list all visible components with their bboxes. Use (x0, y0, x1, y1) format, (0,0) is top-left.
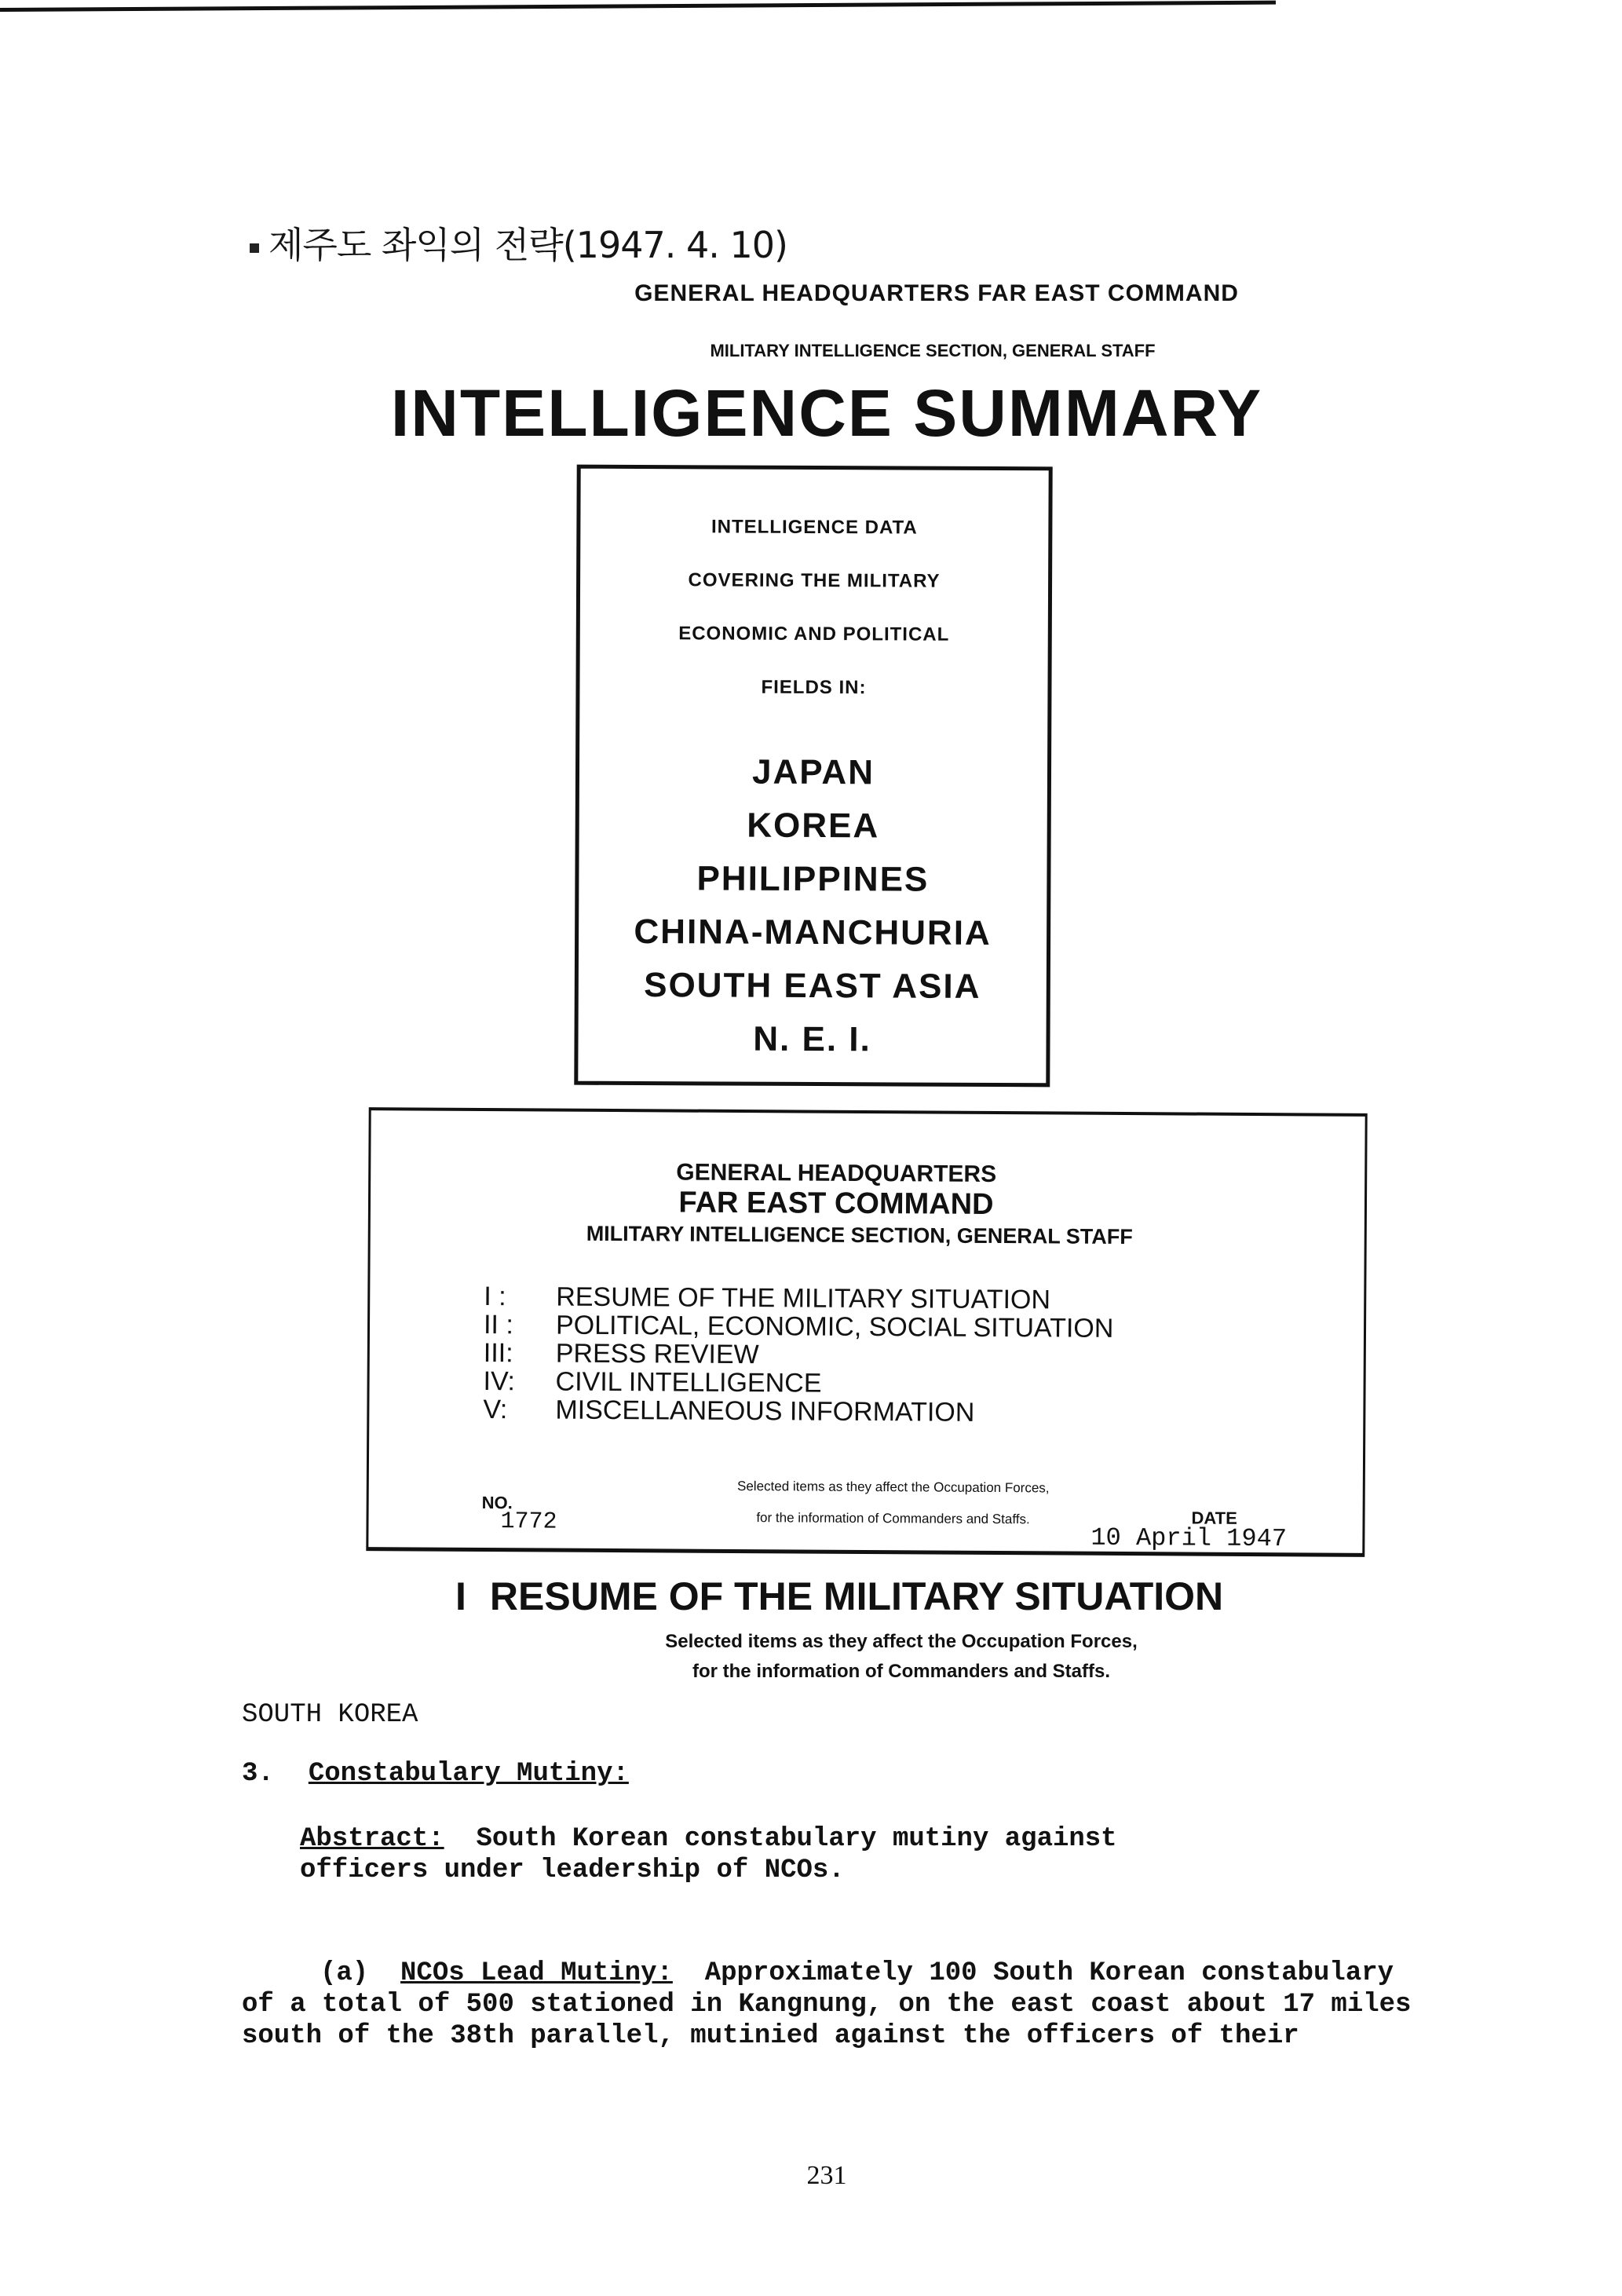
masthead-command: FAR EAST COMMAND (678, 1186, 994, 1221)
korean-header-text: 제주도 좌익의 전략(1947. 4. 10) (269, 224, 787, 266)
section-label: PRESS REVIEW (555, 1338, 759, 1370)
paragraph-line: of a total of 500 stationed in Kangnung, on the east coast about 17 miles (242, 1990, 1412, 2020)
abstract-line (300, 1823, 1117, 1855)
section-label: RESUME OF THE MILITARY SITUATION (556, 1281, 1051, 1315)
region-item: KOREA (747, 806, 880, 846)
region-item: CHINA-MANCHURIA (634, 912, 992, 952)
page-number: 231 (806, 2161, 847, 2190)
selected-line: for the information of Commanders and Staffs. (756, 1510, 1030, 1527)
section-label: POLITICAL, ECONOMIC, SOCIAL SITUATION (555, 1310, 1114, 1344)
section-label: MISCELLANEOUS INFORMATION (555, 1395, 975, 1428)
region-item: PHILIPPINES (696, 859, 930, 899)
section-index (483, 1282, 1113, 1428)
document-title: INTELLIGENCE SUMMARY (390, 376, 1263, 450)
region-list (578, 745, 1047, 1068)
date-label: DATE (1191, 1508, 1237, 1528)
item-paragraph (242, 1958, 1498, 2052)
section-number: III: (483, 1338, 513, 1369)
masthead-box (366, 1107, 1367, 1557)
number-label: NO. (481, 1493, 513, 1513)
section-index-row (483, 1395, 1113, 1428)
region-item: N. E. I. (753, 1019, 871, 1059)
item-heading (242, 1759, 629, 1789)
paragraph-label: (a) (320, 1958, 369, 1988)
section-line: MILITARY INTELLIGENCE SECTION, GENERAL STAFF (710, 341, 1156, 360)
cover-line: ECONOMIC AND POLITICAL (678, 623, 950, 645)
item-number: 3. (242, 1759, 274, 1789)
abstract-line: officers under leadership of NCOs. (300, 1855, 845, 1885)
section-number: I : (484, 1281, 506, 1312)
section-number: V: (483, 1395, 508, 1425)
bullet-icon (250, 243, 259, 253)
paragraph-title: NCOs Lead Mutiny: (400, 1958, 673, 1988)
korean-header (250, 217, 787, 269)
number-value: 1772 (500, 1508, 557, 1536)
section-roman: I (455, 1574, 466, 1618)
region-heading: SOUTH KOREA (242, 1700, 418, 1730)
scan-border-artifact (0, 1, 1276, 12)
section-label: CIVIL INTELLIGENCE (555, 1366, 822, 1398)
cover-box (574, 465, 1052, 1088)
cover-line: INTELLIGENCE DATA (711, 516, 918, 539)
section-heading (455, 1574, 1223, 1619)
section-subtitle (0, 1627, 1622, 1687)
section-number: IV: (483, 1366, 516, 1397)
item-title: Constabulary Mutiny: (308, 1759, 629, 1789)
masthead-general-hq: GENERAL HEADQUARTERS (676, 1159, 997, 1188)
section-subtitle-line: Selected items as they affect the Occupation Forces, (665, 1631, 1138, 1652)
cover-line: COVERING THE MILITARY (688, 569, 941, 592)
selected-line: Selected items as they affect the Occupation Forces, (736, 1478, 1050, 1496)
org-line: GENERAL HEADQUARTERS FAR EAST COMMAND (634, 280, 1239, 306)
item-abstract (300, 1823, 1117, 1886)
cover-line: FIELDS IN: (761, 676, 867, 699)
region-item: JAPAN (751, 752, 875, 792)
abstract-label: Abstract: (300, 1824, 444, 1854)
section-number: II : (483, 1310, 513, 1340)
region-item: SOUTH EAST ASIA (644, 966, 981, 1006)
abstract-text: South Korean constabulary mutiny against (476, 1824, 1117, 1854)
paragraph-line (242, 1958, 1498, 1989)
paragraph-line: south of the 38th parallel, mutinied against the officers of their (242, 2021, 1299, 2051)
masthead-section: MILITARY INTELLIGENCE SECTION, GENERAL STAFF (586, 1221, 1133, 1249)
paragraph-text: Approximately 100 South Korean constabulary (704, 1958, 1394, 1988)
cover-intro (579, 500, 1048, 716)
section-heading-title: RESUME OF THE MILITARY SITUATION (489, 1574, 1224, 1618)
date-value: 10 April 1947 (1090, 1523, 1288, 1554)
section-subtitle-line: for the information of Commanders and Staffs. (692, 1661, 1111, 1682)
